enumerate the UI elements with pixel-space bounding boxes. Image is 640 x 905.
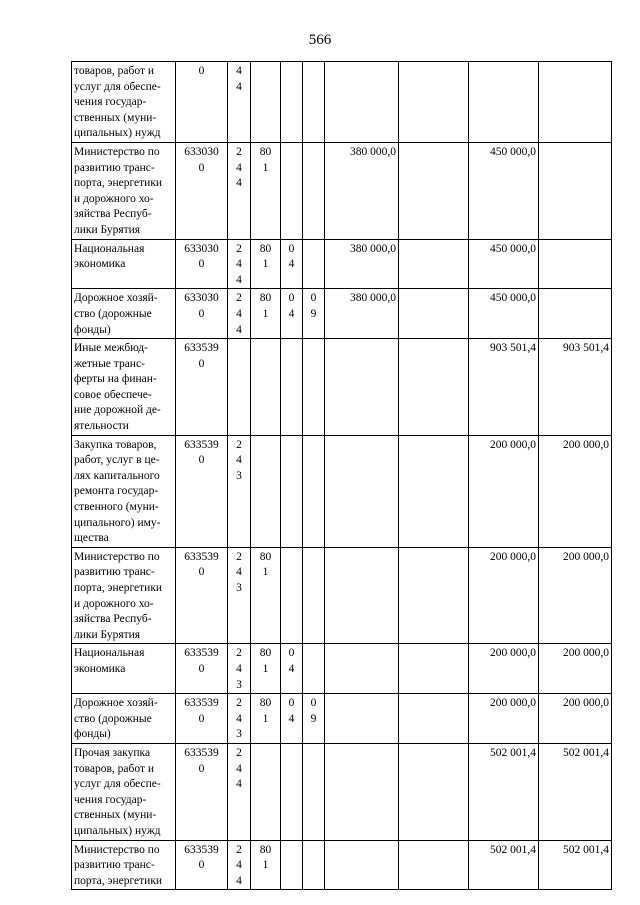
row-amount-2: [469, 62, 539, 143]
row-subsection: [303, 547, 325, 644]
row-empty-cell: [399, 743, 469, 840]
row-amount-2: 450 000,0: [469, 289, 539, 339]
row-name: Дорожное хозяй- ство (дорожные фонды): [72, 289, 176, 339]
row-empty-cell: [399, 339, 469, 436]
row-name: Национальная экономика: [72, 239, 176, 289]
row-amount-3: [539, 142, 612, 239]
row-section: 0 4: [281, 289, 303, 339]
row-subsection: [303, 743, 325, 840]
row-ministry-code: [251, 743, 281, 840]
row-code: 633030 0: [176, 239, 228, 289]
row-name: Прочая закупка товаров, работ и услуг для обеспе- чения государ- ственных (муни- ципальных) нужд: [72, 743, 176, 840]
row-name: Министерство по развитию транс- порта, энергетики и дорожного хо- зяйства Респуб- лики Бурятия: [72, 547, 176, 644]
row-code: 633539 0: [176, 644, 228, 694]
table-row: [72, 339, 612, 436]
row-expense-type: 2 4 4: [228, 289, 251, 339]
row-subsection: [303, 142, 325, 239]
row-ministry-code: 80 1: [251, 239, 281, 289]
budget-table: [71, 61, 612, 890]
row-empty-cell: [399, 644, 469, 694]
row-expense-type: 2 4 3: [228, 644, 251, 694]
row-expense-type: 2 4 4: [228, 142, 251, 239]
row-ministry-code: [251, 339, 281, 436]
row-expense-type: [228, 339, 251, 436]
row-amount-2: 450 000,0: [469, 239, 539, 289]
row-name: Закупка товаров, работ, услуг в це- лях капитального ремонта государ- ственного (муни- ципального) иму- щества: [72, 435, 176, 547]
table-row: [72, 435, 612, 547]
row-amount-2: 200 000,0: [469, 694, 539, 744]
row-amount-1: 380 000,0: [325, 239, 399, 289]
row-ministry-code: 80 1: [251, 644, 281, 694]
row-section: [281, 62, 303, 143]
row-empty-cell: [399, 547, 469, 644]
row-name: Национальная экономика: [72, 644, 176, 694]
table-row: [72, 239, 612, 289]
row-ministry-code: 80 1: [251, 694, 281, 744]
row-ministry-code: 80 1: [251, 289, 281, 339]
row-amount-1: [325, 694, 399, 744]
page-number: 566: [308, 32, 332, 48]
row-section: [281, 547, 303, 644]
row-subsection: [303, 239, 325, 289]
row-subsection: [303, 840, 325, 890]
row-ministry-code: 80 1: [251, 547, 281, 644]
row-name: Иные межбюд- жетные транс- ферты на финан- совое обеспече- ние дорожной де- ятельности: [72, 339, 176, 436]
row-amount-2: 200 000,0: [469, 435, 539, 547]
row-expense-type: 2 4 3: [228, 547, 251, 644]
row-amount-3: [539, 62, 612, 143]
row-amount-1: [325, 547, 399, 644]
row-code: 633030 0: [176, 142, 228, 239]
row-name: Министерство по развитию транс- порта, энергетики и дорожного хо- зяйства Респуб- лики Бурятия: [72, 142, 176, 239]
row-amount-3: 200 000,0: [539, 547, 612, 644]
row-empty-cell: [399, 62, 469, 143]
row-section: 0 4: [281, 694, 303, 744]
row-amount-2: 502 001,4: [469, 743, 539, 840]
table-row: [72, 142, 612, 239]
table-row: [72, 547, 612, 644]
row-section: [281, 142, 303, 239]
row-expense-type: 2 4 3: [228, 694, 251, 744]
row-empty-cell: [399, 289, 469, 339]
table-row: [72, 62, 612, 143]
row-code: 633539 0: [176, 694, 228, 744]
row-section: [281, 743, 303, 840]
row-amount-2: 200 000,0: [469, 644, 539, 694]
row-expense-type: 2 4 4: [228, 239, 251, 289]
row-ministry-code: 80 1: [251, 142, 281, 239]
row-subsection: [303, 644, 325, 694]
row-amount-1: [325, 644, 399, 694]
row-amount-2: 450 000,0: [469, 142, 539, 239]
row-expense-type: 2 4 3: [228, 435, 251, 547]
row-subsection: [303, 339, 325, 436]
row-empty-cell: [399, 239, 469, 289]
table-row: [72, 840, 612, 890]
row-expense-type: 2 4 4: [228, 743, 251, 840]
row-amount-1: 380 000,0: [325, 142, 399, 239]
row-section: 0 4: [281, 239, 303, 289]
row-section: [281, 435, 303, 547]
row-amount-3: 200 000,0: [539, 644, 612, 694]
row-subsection: [303, 62, 325, 143]
row-amount-3: 200 000,0: [539, 435, 612, 547]
row-amount-2: 903 501,4: [469, 339, 539, 436]
row-ministry-code: [251, 435, 281, 547]
row-subsection: 0 9: [303, 694, 325, 744]
row-amount-1: [325, 62, 399, 143]
row-amount-3: 903 501,4: [539, 339, 612, 436]
row-empty-cell: [399, 694, 469, 744]
row-amount-3: [539, 289, 612, 339]
row-expense-type: 2 4 4: [228, 840, 251, 890]
row-expense-type: 4 4: [228, 62, 251, 143]
row-code: 633539 0: [176, 547, 228, 644]
row-subsection: [303, 435, 325, 547]
row-empty-cell: [399, 435, 469, 547]
row-code: 633539 0: [176, 339, 228, 436]
row-ministry-code: 80 1: [251, 840, 281, 890]
table-row: [72, 694, 612, 744]
table-row: [72, 644, 612, 694]
row-subsection: 0 9: [303, 289, 325, 339]
row-section: [281, 339, 303, 436]
row-amount-3: 502 001,4: [539, 743, 612, 840]
row-section: 0 4: [281, 644, 303, 694]
row-amount-3: 200 000,0: [539, 694, 612, 744]
row-section: [281, 840, 303, 890]
table-row: [72, 289, 612, 339]
row-amount-2: 502 001,4: [469, 840, 539, 890]
row-code: 633539 0: [176, 435, 228, 547]
row-amount-2: 200 000,0: [469, 547, 539, 644]
row-amount-1: [325, 435, 399, 547]
row-name: Дорожное хозяй- ство (дорожные фонды): [72, 694, 176, 744]
table-row: [72, 743, 612, 840]
row-amount-1: [325, 743, 399, 840]
row-code: 633030 0: [176, 289, 228, 339]
row-ministry-code: [251, 62, 281, 143]
row-empty-cell: [399, 142, 469, 239]
row-amount-3: [539, 239, 612, 289]
row-amount-1: 380 000,0: [325, 289, 399, 339]
row-code: 633539 0: [176, 840, 228, 890]
row-name: Министерство по развитию транс- порта, энергетики: [72, 840, 176, 890]
row-code: 633539 0: [176, 743, 228, 840]
row-name: товаров, работ и услуг для обеспе- чения государ- ственных (муни- ципальных) нужд: [72, 62, 176, 143]
row-amount-3: 502 001,4: [539, 840, 612, 890]
row-empty-cell: [399, 840, 469, 890]
row-amount-1: [325, 339, 399, 436]
row-code: 0: [176, 62, 228, 143]
row-amount-1: [325, 840, 399, 890]
